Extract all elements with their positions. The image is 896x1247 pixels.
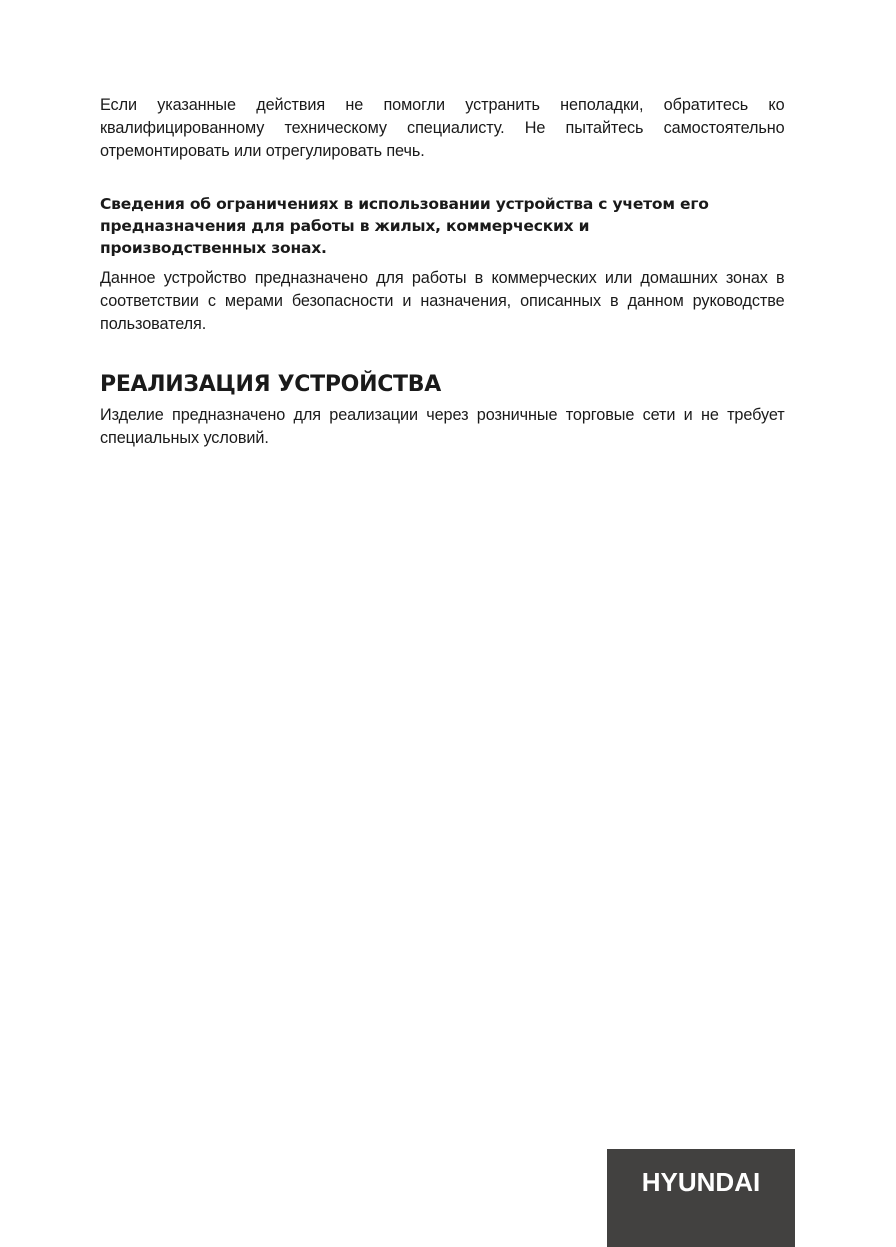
- sale-paragraph: Изделие предназначено для реализации через розничные торговые сети и не требует специальных условий.: [100, 406, 785, 447]
- troubleshooting-paragraph: Если указанные действия не помогли устранить неполадки, обратитесь ко квалифицированному техническому специалисту. Не пытайтесь самостоятельно отремонтировать или отрегулировать печь.: [100, 96, 785, 160]
- restrictions-paragraph: Данное устройство предназначено для работы в коммерческих или домашних зонах в соответствии с мерами безопасности и назначения, описанных в данном руководстве пользователя.: [100, 269, 785, 333]
- brand-logo-box: [607, 1149, 795, 1247]
- brand-logo-text: HYUNDAI: [641, 1167, 761, 1197]
- sale-section-heading: РЕАЛИЗАЦИЯ УСТРОЙСТВА: [100, 372, 441, 397]
- document-page: [100, 94, 795, 450]
- restrictions-heading: Сведения об ограничениях в использовании устройства с учетом его предназначения для работы в жилых, коммерческих и производственных зонах.: [100, 195, 709, 257]
